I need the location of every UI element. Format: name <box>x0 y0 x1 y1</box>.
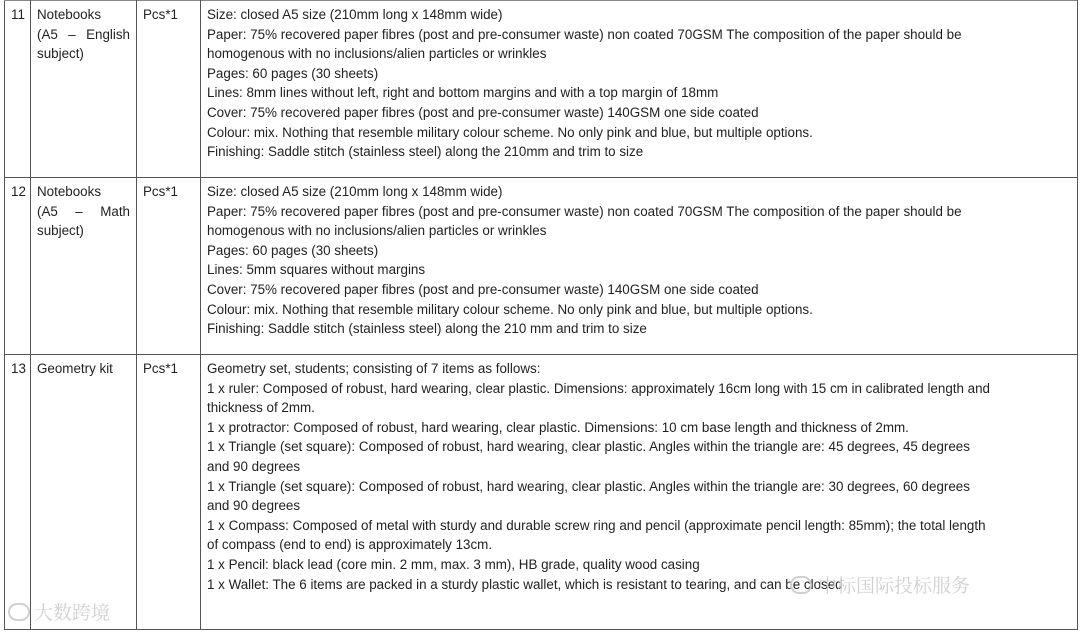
table-row <box>5 1 1078 178</box>
table-row <box>5 355 1078 630</box>
item-name: Notebooks (A5 – English subject) <box>31 1 137 178</box>
watermark-right: 中标国际投标服务 <box>790 571 970 598</box>
specification: Size: closed A5 size (210mm long x 148mm wide) Paper: 75% recovered paper fibres (post and pre-consumer waste) non coated 70GSM The composition of the paper should be homogenous with no inclusions/alien particles or wrinkles Pages: 60 pages (30 sheets) Lines: 5mm squares without margins Cover: 75% recovered paper fibres (post and pre-consumer waste) 140GSM one side coated Colour: mix. Nothing that resemble military colour scheme. No only pink and blue, but multiple options. Finishing: Saddle stitch (stainless steel) along the 210 mm and trim to size <box>201 178 1078 355</box>
table-row <box>5 178 1078 355</box>
unit: Pcs*1 <box>137 355 201 630</box>
watermark-left: 大数跨境 <box>8 598 110 625</box>
unit: Pcs*1 <box>137 1 201 178</box>
row-number: 13 <box>5 355 31 630</box>
item-name: Notebooks (A5 – Math subject) <box>31 178 137 355</box>
unit: Pcs*1 <box>137 178 201 355</box>
specification: Geometry set, students; consisting of 7 items as follows: 1 x ruler: Composed of robust, hard wearing, clear plastic. Dimensions: approximately 16cm long with 15 cm in calibrated length and thickness of 2mm. 1 x protractor: Composed of robust, hard wearing, clear plastic. Dimensions: 10 cm base length and thickness of 2mm. 1 x Triangle (set square): Composed of robust, hard wearing, clear plastic. Angles within the triangle are: 45 degrees, 45 degrees and 90 degrees 1 x Triangle (set square): Composed of robust, hard wearing, clear plastic. Angles within the triangle are: 30 degrees, 60 degrees and 90 degrees 1 x Compass: Composed of metal with sturdy and durable screw ring and pencil (approximate pencil length: 85mm); the total length of compass (end to end) is approximately 13cm. 1 x Pencil: black lead (core min. 2 mm, max. 3 mm), HB grade, quality wood casing 1 x Wallet: The 6 items are packed in a sturdy plastic wallet, which is resistant to tearing, and can be closed <box>201 355 1078 630</box>
spec-table <box>4 0 1078 630</box>
row-number: 11 <box>5 1 31 178</box>
row-number: 12 <box>5 178 31 355</box>
item-name: Geometry kit <box>31 355 137 630</box>
specification: Size: closed A5 size (210mm long x 148mm wide) Paper: 75% recovered paper fibres (post and pre-consumer waste) non coated 70GSM The composition of the paper should be homogenous with no inclusions/alien particles or wrinkles Pages: 60 pages (30 sheets) Lines: 8mm lines without left, right and bottom margins and with a top margin of 18mm Cover: 75% recovered paper fibres (post and pre-consumer waste) 140GSM one side coated Colour: mix. Nothing that resemble military colour scheme. No only pink and blue, but multiple options. Finishing: Saddle stitch (stainless steel) along the 210mm and trim to size <box>201 1 1078 178</box>
